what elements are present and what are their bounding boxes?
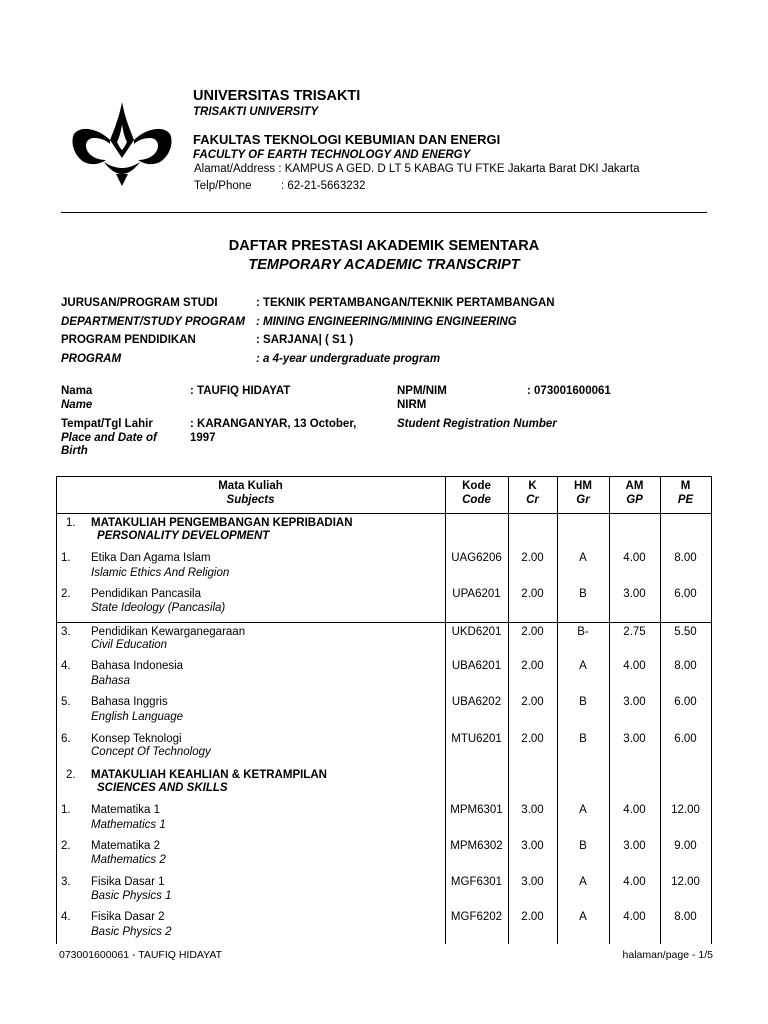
header-gp: AM xyxy=(625,480,644,492)
group-title-en: PERSONALITY DEVELOPMENT xyxy=(97,530,270,542)
subject-grade: A xyxy=(579,876,587,888)
subject-code: MTU6201 xyxy=(451,733,502,745)
footer-page-number: halaman/page - 1/5 xyxy=(622,949,713,961)
subject-name-en: State Ideology (Pancasila) xyxy=(91,602,226,614)
table-col-line xyxy=(711,476,712,944)
subject-grade-point: 4.00 xyxy=(623,552,646,564)
subject-credit: 2.00 xyxy=(521,626,544,638)
subject-point-earned: 8.00 xyxy=(674,660,697,672)
row-number: 5. xyxy=(61,696,71,708)
subject-name-en: Mathematics 1 xyxy=(91,819,166,831)
university-name-en: TRISAKTI UNIVERSITY xyxy=(193,106,319,118)
subject-credit: 2.00 xyxy=(521,733,544,745)
subject-grade-point: 3.00 xyxy=(623,733,646,745)
faculty-name-en: FACULTY OF EARTH TECHNOLOGY AND ENERGY xyxy=(193,149,471,161)
subject-grade-point: 4.00 xyxy=(623,804,646,816)
row-number: 3. xyxy=(61,626,71,638)
subject-grade-point: 4.00 xyxy=(623,876,646,888)
birth-label-en-2: Birth xyxy=(61,445,88,457)
row-number: 4. xyxy=(61,911,71,923)
subject-name-en: Islamic Ethics And Religion xyxy=(91,567,230,579)
row-number: 2. xyxy=(61,588,71,600)
subject-grade-point: 3.00 xyxy=(623,588,646,600)
group-title: MATAKULIAH PENGEMBANGAN KEPRIBADIAN xyxy=(91,517,353,529)
subject-point-earned: 9.00 xyxy=(674,840,697,852)
phone-value: : 62-21-5663232 xyxy=(281,180,366,192)
name-label-en: Name xyxy=(61,399,93,411)
subject-grade: A xyxy=(579,660,587,672)
subject-point-earned: 12.00 xyxy=(671,804,700,816)
subject-code: UPA6201 xyxy=(452,588,501,600)
subject-name-en: Concept Of Technology xyxy=(91,746,211,758)
subject-credit: 3.00 xyxy=(521,840,544,852)
dept-label-en: DEPARTMENT/STUDY PROGRAM xyxy=(61,316,246,328)
subject-code: MPM6301 xyxy=(450,804,503,816)
subject-grade-point: 4.00 xyxy=(623,911,646,923)
table-col-line xyxy=(445,476,446,944)
row-number: 6. xyxy=(61,733,71,745)
subject-name: Fisika Dasar 1 xyxy=(91,876,165,888)
header-pe-en: PE xyxy=(677,494,694,506)
subject-grade: A xyxy=(579,804,587,816)
subject-point-earned: 6.00 xyxy=(674,696,697,708)
group-number: 2. xyxy=(66,769,76,781)
subject-name: Etika Dan Agama Islam xyxy=(91,552,211,564)
subject-grade: B xyxy=(579,733,587,745)
row-number: 1. xyxy=(61,804,71,816)
subject-grade: B- xyxy=(577,626,589,638)
subject-name-en: Basic Physics 2 xyxy=(91,926,172,938)
program-label: PROGRAM PENDIDIKAN xyxy=(61,334,196,346)
name-label: Nama xyxy=(61,385,93,397)
phone-label: Telp/Phone xyxy=(194,180,252,192)
header-code-en: Code xyxy=(462,494,491,506)
subject-credit: 3.00 xyxy=(521,804,544,816)
header-divider xyxy=(61,212,707,213)
subject-name: Konsep Teknologi xyxy=(91,733,182,745)
subject-credit: 2.00 xyxy=(521,552,544,564)
subject-credit: 2.00 xyxy=(521,588,544,600)
subject-name: Pendidikan Pancasila xyxy=(91,588,201,600)
faculty-name: FAKULTAS TEKNOLOGI KEBUMIAN DAN ENERGI xyxy=(193,132,501,147)
program-label-en: PROGRAM xyxy=(61,353,122,365)
subject-code: MGF6202 xyxy=(450,911,503,923)
table-header-border xyxy=(56,513,712,514)
table-page-break-line xyxy=(56,622,712,623)
university-logo xyxy=(70,100,174,186)
nirm-label: NIRM xyxy=(397,399,427,411)
subject-point-earned: 12.00 xyxy=(671,876,700,888)
subject-code: UBA6202 xyxy=(451,696,502,708)
birth-label-en-1: Place and Date of xyxy=(61,432,157,444)
subject-name: Pendidikan Kewarganegaraan xyxy=(91,626,246,638)
dept-label: JURUSAN/PROGRAM STUDI xyxy=(61,297,218,309)
subject-name: Fisika Dasar 2 xyxy=(91,911,165,923)
header-cr: K xyxy=(528,480,537,492)
subject-name: Bahasa Inggris xyxy=(91,696,168,708)
subject-code: UBA6201 xyxy=(451,660,502,672)
subject-point-earned: 5.50 xyxy=(674,626,697,638)
table-col-line xyxy=(609,476,610,944)
subject-credit: 2.00 xyxy=(521,696,544,708)
header-gr: HM xyxy=(574,480,592,492)
subject-point-earned: 8.00 xyxy=(674,552,697,564)
subject-name-en: English Language xyxy=(91,711,184,723)
document-title: DAFTAR PRESTASI AKADEMIK SEMENTARA xyxy=(228,238,540,254)
header-gr-en: Gr xyxy=(576,494,590,506)
subject-name: Bahasa Indonesia xyxy=(91,660,184,672)
table-top-border xyxy=(56,476,712,477)
program-value-en: : a 4-year undergraduate program xyxy=(256,353,441,365)
faculty-address: Alamat/Address : KAMPUS A GED. D LT 5 KABAG TU FTKE Jakarta Barat DKI Jakarta xyxy=(194,163,640,175)
birth-value-2: 1997 xyxy=(190,432,216,444)
row-number: 2. xyxy=(61,840,71,852)
npm-value: : 073001600061 xyxy=(527,385,611,397)
subject-name-en: Bahasa xyxy=(91,675,131,687)
birth-label: Tempat/Tgl Lahir xyxy=(61,418,153,430)
subject-credit: 3.00 xyxy=(521,876,544,888)
subject-grade-point: 3.00 xyxy=(623,840,646,852)
subject-code: UKD6201 xyxy=(451,626,502,638)
document-title-en: TEMPORARY ACADEMIC TRANSCRIPT xyxy=(248,257,520,273)
name-value: : TAUFIQ HIDAYAT xyxy=(190,385,291,397)
dept-value: : TEKNIK PERTAMBANGAN/TEKNIK PERTAMBANGAN xyxy=(256,297,555,309)
table-col-line xyxy=(660,476,661,944)
birth-value-1: : KARANGANYAR, 13 October, xyxy=(190,418,357,430)
subject-grade: A xyxy=(579,911,587,923)
npm-label: NPM/NIM xyxy=(397,385,447,397)
subject-grade: B xyxy=(579,840,587,852)
subject-code: MPM6302 xyxy=(450,840,503,852)
table-col-line xyxy=(56,476,57,944)
subject-point-earned: 8.00 xyxy=(674,911,697,923)
header-subject: Mata Kuliah xyxy=(218,480,283,492)
row-number: 3. xyxy=(61,876,71,888)
subject-point-earned: 6.00 xyxy=(674,733,697,745)
header-cr-en: Cr xyxy=(526,494,539,506)
subject-grade-point: 2.75 xyxy=(623,626,646,638)
subject-credit: 2.00 xyxy=(521,911,544,923)
subject-name-en: Basic Physics 1 xyxy=(91,890,172,902)
subject-credit: 2.00 xyxy=(521,660,544,672)
group-title: MATAKULIAH KEAHLIAN & KETRAMPILAN xyxy=(91,769,327,781)
student-registration-label: Student Registration Number xyxy=(397,418,557,430)
subject-name: Matematika 1 xyxy=(91,804,161,816)
table-col-line xyxy=(508,476,509,944)
header-gp-en: GP xyxy=(626,494,643,506)
header-subject-en: Subjects xyxy=(226,494,275,506)
university-name: UNIVERSITAS TRISAKTI xyxy=(193,88,361,104)
program-value: : SARJANA| ( S1 ) xyxy=(256,334,354,346)
subject-grade: B xyxy=(579,588,587,600)
subject-grade: B xyxy=(579,696,587,708)
table-col-line xyxy=(557,476,558,944)
subject-code: UAG6206 xyxy=(451,552,502,564)
group-title-en: SCIENCES AND SKILLS xyxy=(97,782,228,794)
subject-grade-point: 3.00 xyxy=(623,696,646,708)
subject-grade-point: 4.00 xyxy=(623,660,646,672)
dept-value-en: : MINING ENGINEERING/MINING ENGINEERING xyxy=(256,316,517,328)
subject-name-en: Civil Education xyxy=(91,639,168,651)
footer-student-id: 073001600061 - TAUFIQ HIDAYAT xyxy=(59,949,223,961)
subject-grade: A xyxy=(579,552,587,564)
subject-code: MGF6301 xyxy=(450,876,503,888)
subject-name: Matematika 2 xyxy=(91,840,161,852)
row-number: 4. xyxy=(61,660,71,672)
group-number: 1. xyxy=(66,517,76,529)
header-pe: M xyxy=(680,480,691,492)
subject-name-en: Mathematics 2 xyxy=(91,854,166,866)
subject-point-earned: 6.00 xyxy=(674,588,697,600)
header-code: Kode xyxy=(462,480,491,492)
row-number: 1. xyxy=(61,552,71,564)
